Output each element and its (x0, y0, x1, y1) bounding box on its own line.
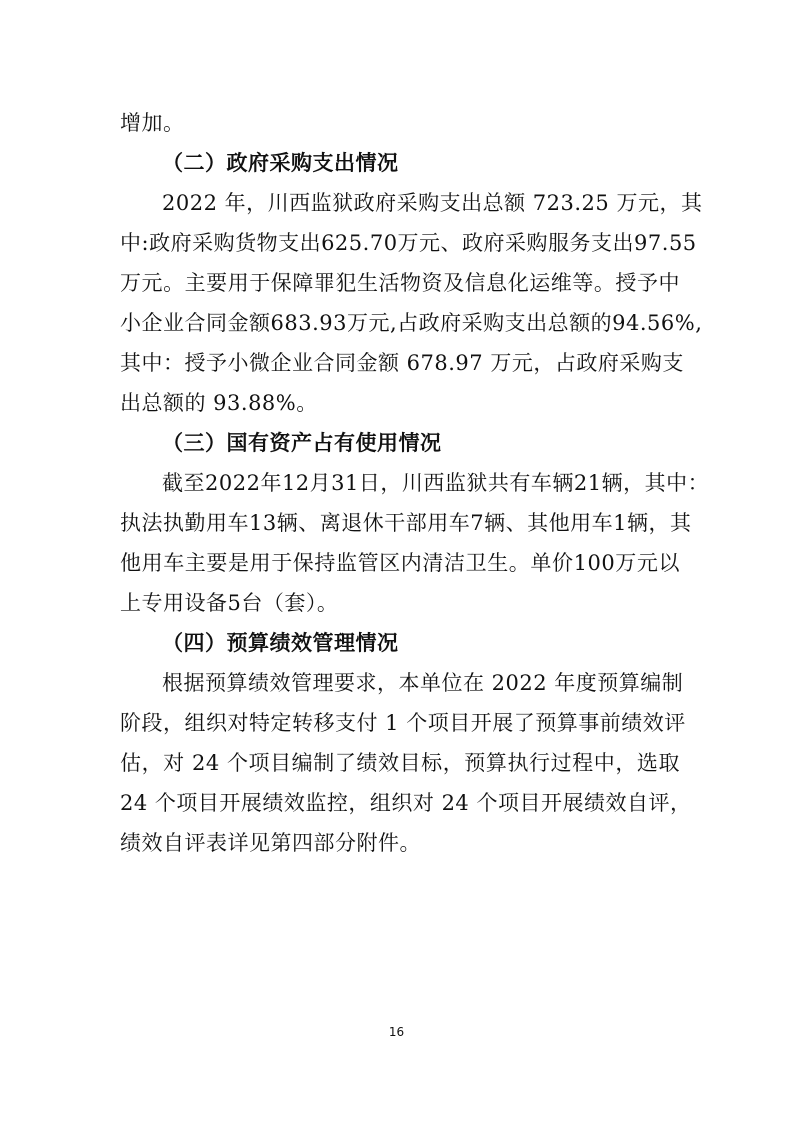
page-number: 16 (388, 1025, 405, 1039)
paragraph-line: 中:政府采购货物支出625.70万元、政府采购服务支出97.55 (120, 231, 697, 255)
paragraph-line: 2022 年，川西监狱政府采购支出总额 723.25 万元，其 (162, 191, 703, 215)
section-heading-performance: （四）预算绩效管理情况 (162, 631, 399, 655)
paragraph-line: 其中：授予小微企业合同金额 678.97 万元，占政府采购支 (120, 351, 684, 375)
section-heading-assets: （三）国有资产占有使用情况 (162, 431, 442, 455)
paragraph-line: 执法执勤用车13辆、离退休干部用车7辆、其他用车1辆，其 (120, 511, 692, 535)
section-heading-procurement: （二）政府采购支出情况 (162, 151, 399, 175)
paragraph-line: 24 个项目开展绩效监控，组织对 24 个项目开展绩效自评， (120, 791, 692, 815)
paragraph-line: 增加。 (120, 111, 185, 135)
paragraph-line: 上专用设备5台（套）。 (120, 591, 339, 615)
paragraph-line: 绩效自评表详见第四部分附件。 (120, 831, 421, 855)
paragraph-line: 截至2022年12月31日，川西监狱共有车辆21辆，其中： (162, 471, 710, 495)
paragraph-line: 根据预算绩效管理要求，本单位在 2022 年度预算编制 (162, 671, 684, 695)
paragraph-line: 估，对 24 个项目编制了绩效目标，预算执行过程中，选取 (120, 751, 680, 775)
paragraph-line: 阶段，组织对特定转移支付 1 个项目开展了预算事前绩效评 (120, 711, 686, 735)
paragraph-line: 万元。主要用于保障罪犯生活物资及信息化运维等。授予中 (120, 271, 680, 295)
paragraph-line: 他用车主要是用于保持监管区内清洁卫生。单价100万元以 (120, 551, 680, 575)
paragraph-line: 出总额的 93.88%。 (120, 391, 318, 415)
paragraph-line: 小企业合同金额683.93万元,占政府采购支出总额的94.56%, (120, 311, 703, 335)
